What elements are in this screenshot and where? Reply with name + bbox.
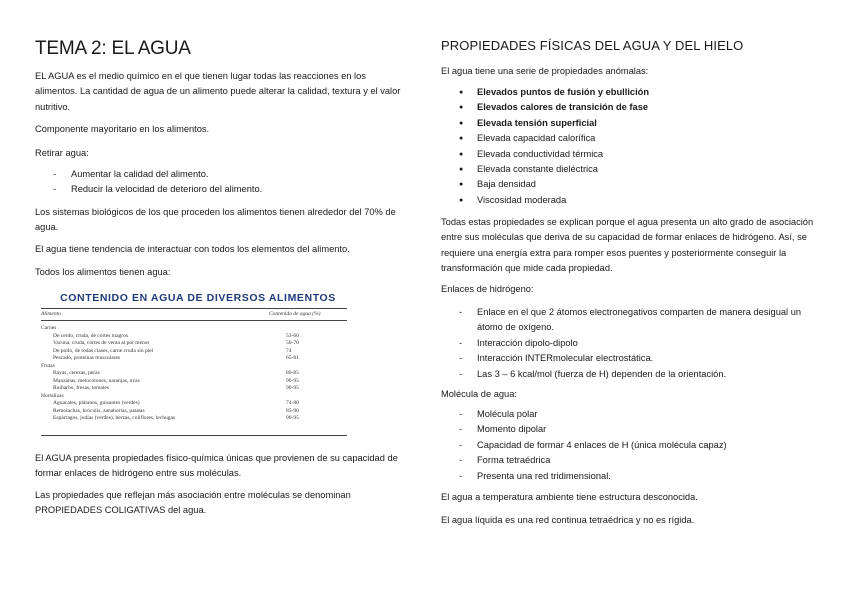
- paragraph-molecula: Molécula de agua:: [441, 389, 517, 399]
- table-body: [41, 325, 347, 423]
- table-title: CONTENIDO EN AGUA DE DIVERSOS ALIMENTOS: [60, 292, 336, 304]
- list-item: - Molécula polar: [441, 407, 815, 422]
- molecula-list: [441, 407, 815, 484]
- paragraph-interactuar: El agua tiene tendencia de interactuar con todos los elementos del alimento.: [35, 244, 350, 254]
- food-name-cell: Pescado, proteínas musculares: [53, 355, 121, 361]
- food-name-cell: Hortalizas: [41, 392, 64, 399]
- list-item: ● Elevada capacidad calorífica: [441, 131, 815, 146]
- food-name-cell: Vacuna, cruda, cortes de venta al por menor: [53, 340, 150, 346]
- list-item: ● Baja densidad: [441, 177, 815, 192]
- list-item: - Presenta una red tridimensional.: [441, 469, 815, 484]
- list-item: ● Elevada tensión superficial: [441, 116, 815, 131]
- paragraph-propiedades: El AGUA presenta propiedades físico-química únicas que provienen de su capacidad de formar enlaces de hidrógeno entre sus moléculas.: [35, 453, 398, 479]
- list-item: ● Elevados calores de transición de fase: [441, 100, 815, 115]
- list-item: - Interacción dipolo-dipolo: [441, 336, 815, 351]
- list-item: - Las 3 – 6 kcal/mol (fuerza de H) dependen de la orientación.: [441, 367, 815, 382]
- food-name-cell: Bayas, cerezas, peras: [53, 370, 100, 376]
- food-name-cell: De pollo, de todas clases, carne cruda sin piel: [53, 347, 154, 354]
- table-row: [41, 348, 347, 356]
- food-name-cell: Manzanas, melocotones, naranjas, uvas: [53, 377, 140, 384]
- water-value-cell: 74-80: [286, 400, 299, 406]
- table-row: [41, 408, 347, 416]
- section-title: PROPIEDADES FÍSICAS DEL AGUA Y DEL HIELO: [441, 38, 744, 53]
- food-name-cell: Carnes: [41, 325, 57, 331]
- list-item: ● Viscosidad moderada: [441, 193, 815, 208]
- water-value-cell: 53-60: [286, 332, 299, 339]
- table-row: [41, 325, 347, 333]
- retirar-list: [35, 167, 407, 198]
- table-row: [41, 400, 347, 408]
- paragraph-coligativas: Las propiedades que reflejan más asociación entre moléculas se denominan PROPIEDADES COLIGATIVAS del agua.: [35, 490, 351, 516]
- table-row: [41, 355, 347, 363]
- list-item: - Forma tetraédrica: [441, 453, 815, 468]
- properties-list: [441, 85, 815, 208]
- water-value-cell: 90-95: [286, 377, 299, 384]
- paragraph-temperatura: El agua a temperatura ambiente tiene estructura desconocida.: [441, 492, 698, 502]
- table-row: [41, 333, 347, 341]
- food-name-cell: Espárragos, judías (verdes), berzas, coliflores, lechugas: [53, 415, 176, 421]
- list-item: - Interacción INTERmolecular electrostática.: [441, 351, 815, 366]
- table-row: [41, 340, 347, 348]
- list-item: ● Elevados puntos de fusión y ebullición: [441, 85, 815, 100]
- column-header-water: Contenido de agua (%): [269, 311, 321, 317]
- paragraph-anomalas: El agua tiene una serie de propiedades anómalas:: [441, 66, 649, 76]
- food-name-cell: Aguacates, plátanos, guisantes (verdes): [53, 400, 140, 406]
- table-header: [41, 308, 347, 321]
- paragraph-sistemas: Los sistemas biológicos de los que proceden los alimentos tienen alrededor del 70% de agua.: [35, 207, 396, 233]
- table-row: [41, 363, 347, 371]
- table-bottom-rule: [41, 435, 347, 436]
- water-value-cell: 65-81: [286, 355, 299, 361]
- paragraph-retirar: Retirar agua:: [35, 148, 89, 158]
- water-value-cell: 50-70: [286, 340, 299, 346]
- table-row: [41, 393, 347, 401]
- paragraph-todos: Todos los alimentos tienen agua:: [35, 267, 171, 277]
- water-value-cell: 90-95: [286, 385, 299, 391]
- food-name-cell: Ruibarbo, fresas, tomates: [53, 385, 109, 391]
- table-row: [41, 370, 347, 378]
- list-item: - Reducir la velocidad de deterioro del alimento.: [35, 182, 407, 197]
- page-title: TEMA 2: EL AGUA: [35, 38, 191, 59]
- water-value-cell: 74: [286, 347, 292, 354]
- column-header-food: Alimento: [41, 311, 61, 317]
- water-value-cell: 85-90: [286, 407, 299, 414]
- paragraph-enlaces: Enlaces de hidrógeno:: [441, 284, 534, 294]
- water-value-cell: 80-85: [286, 370, 299, 376]
- food-name-cell: Remolachas, bróculis, zanahorias, patatas: [53, 407, 145, 414]
- list-item: - Enlace en el que 2 átomos electronegativos comparten de manera desigual un átomo de oxígeno.: [441, 305, 815, 336]
- food-name-cell: De cerdo, cruda, de cortes magros: [53, 332, 128, 339]
- paragraph-explicacion: Todas estas propiedades se explican porque el agua presenta un alto grado de asociación entre sus moléculas que deriva de su capacidad de formar enlaces de hidrógeno. Así, se requiere una energía extra para romper esos puentes y posteriormente conseguir la transformación que mide cada propiedad.: [441, 217, 814, 274]
- list-item: ● Elevada conductividad térmica: [441, 147, 815, 162]
- water-value-cell: 90-95: [286, 415, 299, 421]
- table-row: [41, 415, 347, 423]
- list-item: - Capacidad de formar 4 enlaces de H (única molécula capaz): [441, 438, 815, 453]
- table-row: [41, 385, 347, 393]
- enlaces-list: [441, 305, 815, 382]
- list-item: - Momento dipolar: [441, 422, 815, 437]
- paragraph-componente: Componente mayoritario en los alimentos.: [35, 124, 210, 134]
- table-row: [41, 378, 347, 386]
- water-content-table: [35, 292, 347, 437]
- list-item: ● Elevada constante dieléctrica: [441, 162, 815, 177]
- food-name-cell: Frutas: [41, 362, 55, 369]
- intro-paragraph: EL AGUA es el medio químico en el que tienen lugar todas las reacciones en los alimentos. La cantidad de agua de un alimento puede alterar la calidad, textura y el valor nutritivo.: [35, 71, 401, 112]
- paragraph-red: El agua líquida es una red continua tetraédrica y no es rígida.: [441, 515, 695, 525]
- list-item: - Aumentar la calidad del alimento.: [35, 167, 407, 182]
